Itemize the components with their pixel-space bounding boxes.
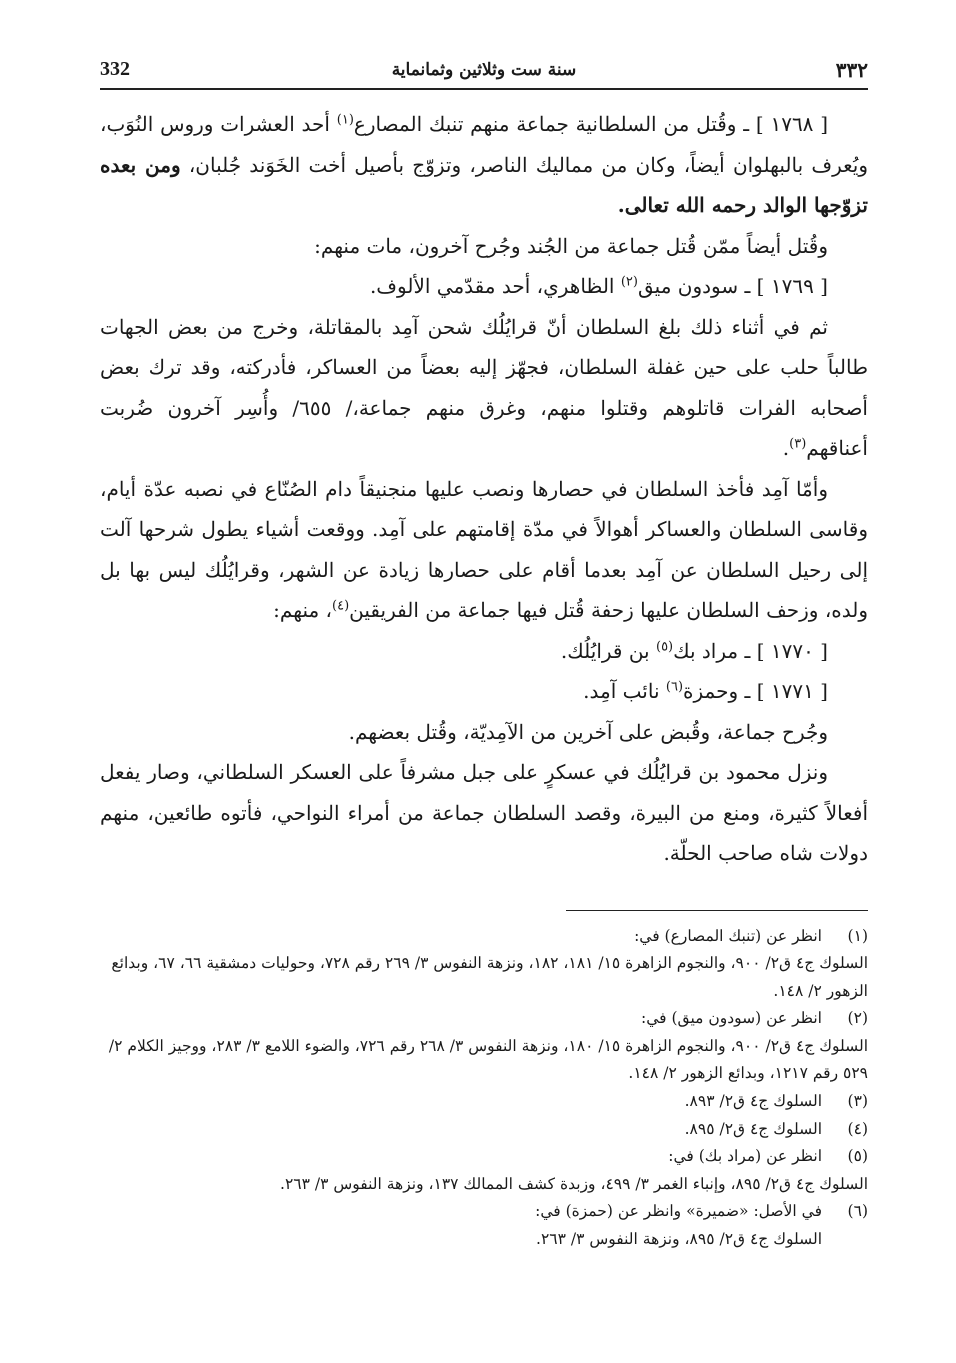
footnote-ref-4[interactable]: (٤) [332,598,350,614]
footnote-number: (٥) [847,1147,868,1166]
paragraph-amid-siege: وأمّا آمِد فأخذ السلطان في حصارها ونصب عليها منجنيقاً دام الصُنّاع في نصبه عدّة أيام، وقاسى السلطان والعساكر أهوالاً في مدّة إقامتهم على آمِد. ووقعت أشياء يطول شرحها آلت إلى رحيل السلطان عن آمِد بعدما أقام على حصارها زيادة عن الشهر، وقرايُلُك ليس بها بل ولده، وزحف السلطان عليها زحفة قُتل فيها جماعة من الفريقين$^{(٤)}$، منهم: [100,476,868,622]
page-number-arabic: ٣٣٢ [835,58,868,82]
paragraph-killed: وقُتل أيضاً ممّن قُتل جماعة من الجُند وجُرح آخرون، مات منهم: [314,233,828,258]
page-header [100,44,868,90]
footnote-ref-3[interactable]: (٣) [789,436,807,452]
footnote-ref-2[interactable]: (٢) [620,274,638,290]
footnote-4: (٤) السلوك ج٤ ق٢/ ٨٩٥. [100,1116,868,1144]
footnote-5: (٥) انظر عن (مراد بك) في: السلوك ج٤ ق٢/ ٨٩٥، وإنباء الغمر ٣/ ٤٩٩، وزبدة كشف الممالك ١٣٧، ونزهة النفوس ٣/ ٢٦٣. [100,1143,868,1198]
footnote-ref-6[interactable]: (٦) [665,679,684,695]
book-page [100,44,868,1254]
entry-1771: [ ١٧٧١ ] ـ وحمزة$^{(٦)}$ نائب آمِد. [583,679,828,703]
entry-1769: [ ١٧٦٩ ] ـ سودون ميق$^{(٢)}$ الظاهري، أحد مقدّمي الألوف. [369,274,828,298]
paragraph-qarayuluk: ثم في أثناء ذلك بلغ السلطان أنّ قرايُلُك شحن آمِد بالمقاتلة، وخرج من بعض الجهات طالباً حلب على حين غفلة السلطان، فجهّز إليه بعضاً من العساكر، فأدركته، وقد ترك بعض أصحابه الفرات قاتلوهم وقتلوا منهم، وغرق منهم جماعة،/ ٦٥٥/ وأُسِر آخرون ضُربت أعناقهم$^{(٣)}$. [100,314,868,460]
footnote-ref-5[interactable]: (٥) [655,638,674,654]
footnote-number: (٦) [847,1202,868,1221]
footnote-1: (١) انظر عن (تنبك المصارع) في: السلوك ج٤ ق٢/ ٩٠٠، والنجوم الزاهرة ١٥/ ١٨١، ١٨٢، ونزهة النفوس ٣/ ٢٦٩ رقم ٧٢٨، وحوليات دمشقية ٦٦، ٦٧، وبدائع الزهور ٢/ ١٤٨. [100,923,868,1006]
main-text [100,104,868,874]
paragraph-mahmud: ونزل محمود بن قرايُلُك في عسكرٍ على جبل مشرفاً على العسكر السلطاني، وصار يفعل أفعالاً كثيرة، ومنع من البيرة، وقصد السلطان جماعة من أمراء النواحي، فأتوه طائعين، منهم دولات شاه صاحب الحلّة. [100,760,869,865]
footnote-number: (١) [847,926,868,945]
running-title: سنة ست وثلاثين وثمانماية [391,60,577,80]
entry-1770: [ ١٧٧٠ ] ـ مراد بك$^{(٥)}$ بن قرايُلُك. [560,638,828,663]
entry-1768: [ ١٧٦٨ ] ـ وقُتل من السلطانية جماعة منهم تنبك المصارع$^{(١)}$ أحد العشرات وروس النُوَب، ويُعرف بالبهلوان أيضاً، وكان من مماليك الناصر، وتزوّج بأصيل أخت الخَوَند جُلبان، ومن بعده تزوّجها الوالد رحمه الله تعالى. [100,112,868,217]
page-number-latin: 332 [100,58,130,80]
footnote-ref-1[interactable]: (١) [336,112,354,128]
footnote-3: (٣) السلوك ج٤ ق٢/ ٨٩٣. [100,1088,868,1116]
footnote-number: (٢) [847,1009,868,1028]
footnote-2: (٢) انظر عن (سودون ميق) في: السلوك ج٤ ق٢/ ٩٠٠، والنجوم الزاهرة ١٥/ ١٨٠، ونزهة النفوس ٣/ ٢٦٨ رقم ٧٢٦، والضوء اللامع ٣/ ٢٨٣، ووجيز الكلام ٢/ ٥٢٩ رقم ١٢١٧، وبدائع الزهور ٢/ ١٤٨. [100,1005,868,1088]
footnotes [100,923,868,1254]
footnote-number: (٣) [847,1092,868,1111]
paragraph-wounded: وجُرح جماعة، وقُبض على آخرين من الآمِديّة، وقُتل بعضهم. [348,719,828,744]
footnote-6: (٦) في الأصل: «ضميرة» وانظر عن (حمزة) في: السلوك ج٤ ق٢/ ٨٩٥، ونزهة النفوس ٣/ ٢٦٣. [100,1198,868,1253]
footnote-number: (٤) [847,1119,868,1138]
footnote-divider [566,910,868,911]
